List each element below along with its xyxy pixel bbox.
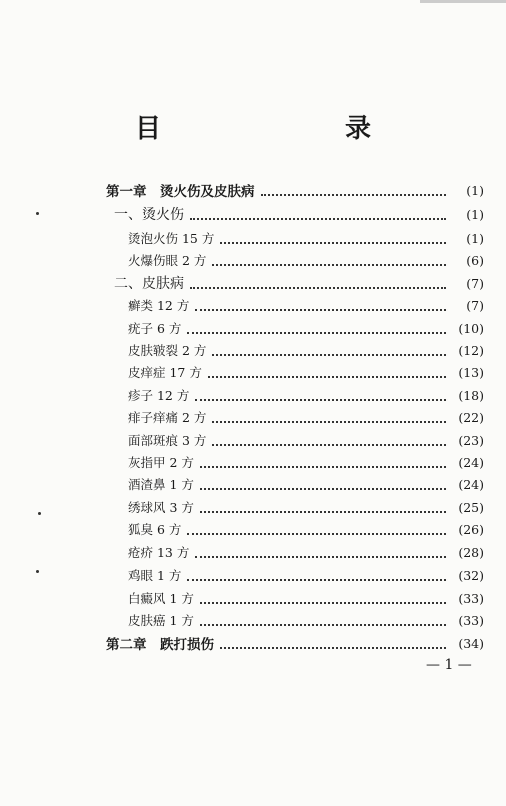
toc-entry-page: (1) <box>466 230 484 246</box>
toc-entry-page: (22) <box>458 409 484 425</box>
toc-entry-label: 火爆伤眼 2 方 <box>128 253 207 268</box>
leader-dots <box>200 510 446 513</box>
scan-speck <box>36 212 39 215</box>
scan-edge-line <box>420 0 506 3</box>
toc-entry-label: 皮肤皲裂 2 方 <box>128 343 207 358</box>
leader-dots <box>200 601 446 604</box>
toc-entry[interactable] <box>128 250 484 270</box>
toc-entry[interactable] <box>128 497 484 517</box>
toc-entry-page: (18) <box>458 387 484 403</box>
toc-entry-label: 狐臭 6 方 <box>128 522 182 537</box>
toc-entry-page: (13) <box>458 364 484 380</box>
leader-dots <box>187 578 446 581</box>
toc-entry-label: 痱子痒痛 2 方 <box>128 410 207 425</box>
toc-entry-label: 皮肤癌 1 方 <box>128 613 194 628</box>
toc-entry-label: 面部斑痕 3 方 <box>128 433 207 448</box>
toc-entry-label: 第二章 跌打损伤 <box>106 637 214 653</box>
toc-entry-page: (33) <box>458 612 484 628</box>
leader-dots <box>195 555 446 558</box>
toc-entry-page: (10) <box>458 320 484 336</box>
toc-entry-section-2[interactable] <box>114 273 484 293</box>
toc-entry-page: (12) <box>458 342 484 358</box>
toc-entry-label: 二、皮肤病 <box>114 276 184 292</box>
toc-entry-label: 烫泡火伤 15 方 <box>128 231 215 246</box>
leader-dots <box>220 241 446 244</box>
toc-entry[interactable] <box>128 430 484 450</box>
toc-entry-label: 酒渣鼻 1 方 <box>128 477 194 492</box>
toc-entry-page: (24) <box>458 476 484 492</box>
toc-entry-page: (6) <box>466 252 484 268</box>
toc-entry-label: 疣子 6 方 <box>128 321 182 336</box>
toc-entry-label: 疮疥 13 方 <box>128 545 190 560</box>
toc-entry[interactable] <box>128 340 484 360</box>
leader-dots <box>208 375 446 378</box>
toc-entry[interactable] <box>128 318 484 338</box>
leader-dots <box>261 193 447 196</box>
leader-dots <box>195 398 446 401</box>
leader-dots <box>220 646 446 649</box>
toc-entry-page: (1) <box>466 206 484 222</box>
scan-speck <box>36 570 39 573</box>
toc-entry-label: 皮痒症 17 方 <box>128 365 202 380</box>
toc-entry-chapter-1[interactable] <box>106 180 484 200</box>
leader-dots <box>190 217 446 220</box>
leader-dots <box>200 623 446 626</box>
toc-entry-page: (25) <box>458 499 484 515</box>
toc-entry-label: 灰指甲 2 方 <box>128 455 194 470</box>
toc-entry[interactable] <box>128 542 484 562</box>
toc-entry-page: (28) <box>458 544 484 560</box>
toc-entry-page: (7) <box>466 297 484 313</box>
toc-entry[interactable] <box>128 565 484 585</box>
toc-entry[interactable] <box>128 588 484 608</box>
page-title: 目 录 <box>134 114 415 144</box>
leader-dots <box>187 331 446 334</box>
toc-entry-label: 白癜风 1 方 <box>128 591 194 606</box>
toc-entry-page: (32) <box>458 567 484 583</box>
toc-entry-page: (26) <box>458 521 484 537</box>
toc-entry-section-1[interactable] <box>114 204 484 224</box>
toc-entry-page: (1) <box>466 182 484 198</box>
leader-dots <box>190 286 446 289</box>
toc-entry[interactable] <box>128 474 484 494</box>
toc-entry-label: 绣球风 3 方 <box>128 500 194 515</box>
toc-entry-page: (34) <box>458 635 484 651</box>
toc-entry-label: 癣类 12 方 <box>128 298 190 313</box>
leader-dots <box>212 353 446 356</box>
toc-entry-page: (24) <box>458 454 484 470</box>
toc-entry[interactable] <box>128 385 484 405</box>
page-number: — 1 — <box>426 657 472 673</box>
toc-entry-page: (33) <box>458 590 484 606</box>
leader-dots <box>200 465 446 468</box>
toc-entry[interactable] <box>128 362 484 382</box>
toc-entry[interactable] <box>128 407 484 427</box>
leader-dots <box>195 308 446 311</box>
leader-dots <box>212 420 446 423</box>
leader-dots <box>187 532 446 535</box>
toc-entry-chapter-2[interactable] <box>106 633 484 653</box>
toc-entry-label: 第一章 烫火伤及皮肤病 <box>106 184 255 200</box>
leader-dots <box>200 487 446 490</box>
toc-entry[interactable] <box>128 295 484 315</box>
toc-entry-label: 鸡眼 1 方 <box>128 568 182 583</box>
toc-entry[interactable] <box>128 452 484 472</box>
scan-speck <box>38 512 41 515</box>
toc-entry[interactable] <box>128 228 484 248</box>
leader-dots <box>212 263 446 266</box>
toc-entry-page: (23) <box>458 432 484 448</box>
toc-entry-label: 一、烫火伤 <box>114 207 184 223</box>
toc-entry[interactable] <box>128 610 484 630</box>
toc-entry-page: (7) <box>466 275 484 291</box>
leader-dots <box>212 443 446 446</box>
toc-entry-label: 疹子 12 方 <box>128 388 190 403</box>
toc-entry[interactable] <box>128 519 484 539</box>
